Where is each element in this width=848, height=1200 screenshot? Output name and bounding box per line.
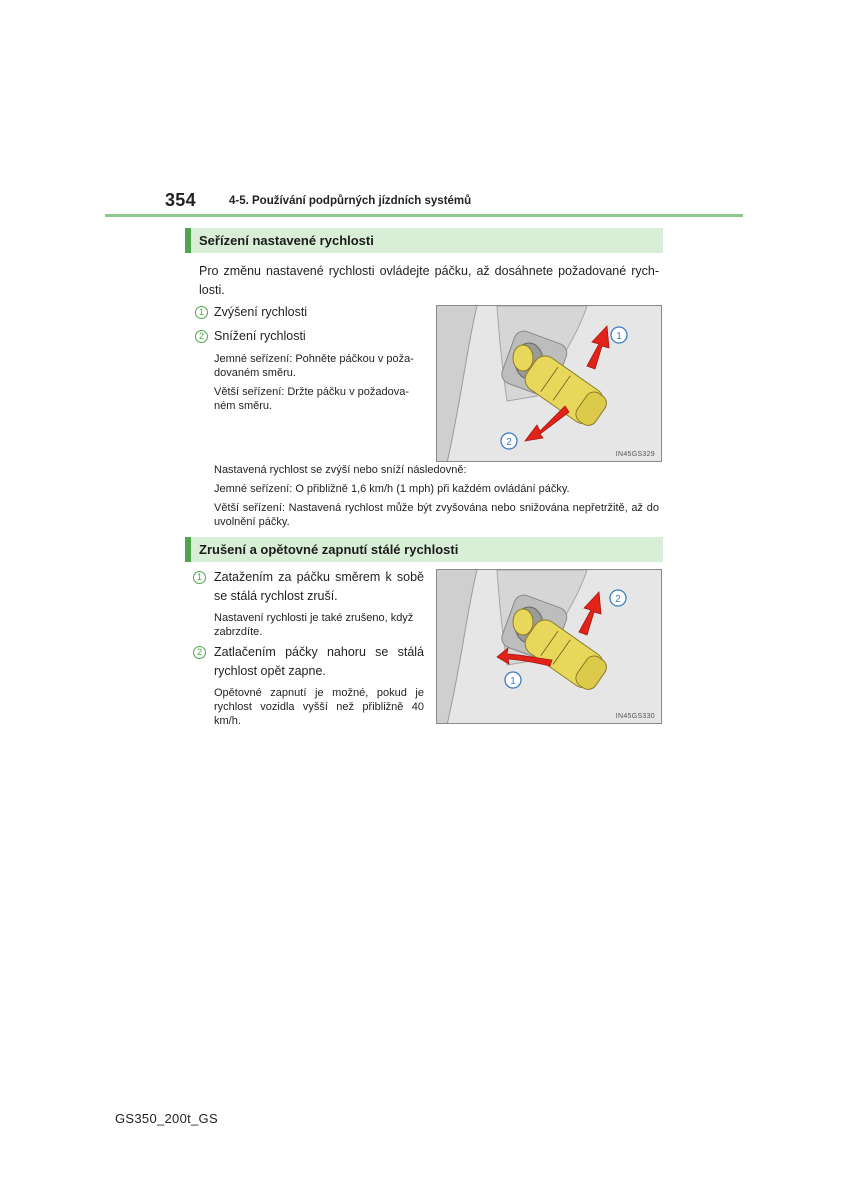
- item-decrease-speed: Snížení rychlosti: [214, 329, 306, 343]
- note-fine: Jemné seřízení: O přibližně 1,6 km/h (1 mph) při každém ovládání páčky.: [214, 483, 570, 495]
- note-lead: Nastavená rychlost se zvýší nebo sníží následovně:: [214, 464, 467, 476]
- page-header: [105, 190, 743, 220]
- header-rule: [105, 214, 743, 217]
- figure-code: IN45GS330: [615, 713, 655, 720]
- section-heading-text: Zrušení a opětovné zapnutí stálé rychlosti: [199, 542, 459, 557]
- item-number-circle: 1: [193, 571, 206, 584]
- item-increase-speed: Zvýšení rychlosti: [214, 305, 308, 319]
- figure-callout-1: 1: [510, 676, 516, 687]
- note-coarse: Větší seřízení: Nastavená rychlost může být zvyšována nebo snižována nepřetržitě, až do uvolnění páčky.: [214, 502, 659, 528]
- section-heading-text: Seřízení nastavené rychlosti: [199, 233, 374, 248]
- item-number-circle: 2: [193, 646, 206, 659]
- item-resume: Zatlačením páčky nahoru se stálá rychlost opět zapne.: [214, 645, 424, 678]
- intro-paragraph: Pro změnu nastavené rychlosti ovládejte páčku, až dosáhnete požadované rych-losti.: [199, 264, 659, 297]
- fine-adjust-text: Jemné seřízení: Pohněte páčkou v poža-dovaném směru.: [214, 353, 414, 379]
- figure-lever-cancel-resume: [436, 569, 662, 724]
- item-cancel: Zatažením za páčku směrem k sobě se stálá rychlost zruší.: [214, 570, 424, 603]
- item-number-circle: 1: [195, 306, 208, 319]
- figure-callout-1: 1: [616, 331, 622, 342]
- item-number-circle: 2: [195, 330, 208, 343]
- section-heading-cancel-resume: [185, 537, 663, 562]
- lever-adjust-illustration: [437, 306, 662, 462]
- figure-code: IN45GS329: [615, 451, 655, 458]
- figure-callout-2: 2: [615, 594, 621, 605]
- figure-lever-adjust: [436, 305, 662, 462]
- figure-callout-2: 2: [506, 437, 512, 448]
- page-number: 354: [165, 190, 196, 210]
- section-path: 4-5. Používání podpůrných jízdních systémů: [229, 195, 472, 207]
- section-heading-adjust-speed: [185, 228, 663, 253]
- item-resume-note: Opětovné zapnutí je možné, pokud je rychlost vozidla vyšší než přibližně 40 km/h.: [214, 687, 424, 727]
- lever-cancel-illustration: [437, 570, 662, 724]
- coarse-adjust-text: Větší seřízení: Držte páčku v požadova-ném směru.: [214, 386, 410, 412]
- footer-model: GS350_200t_GS: [115, 1111, 218, 1126]
- item-cancel-note: Nastavení rychlosti je také zrušeno, když zabrzdíte.: [214, 612, 414, 638]
